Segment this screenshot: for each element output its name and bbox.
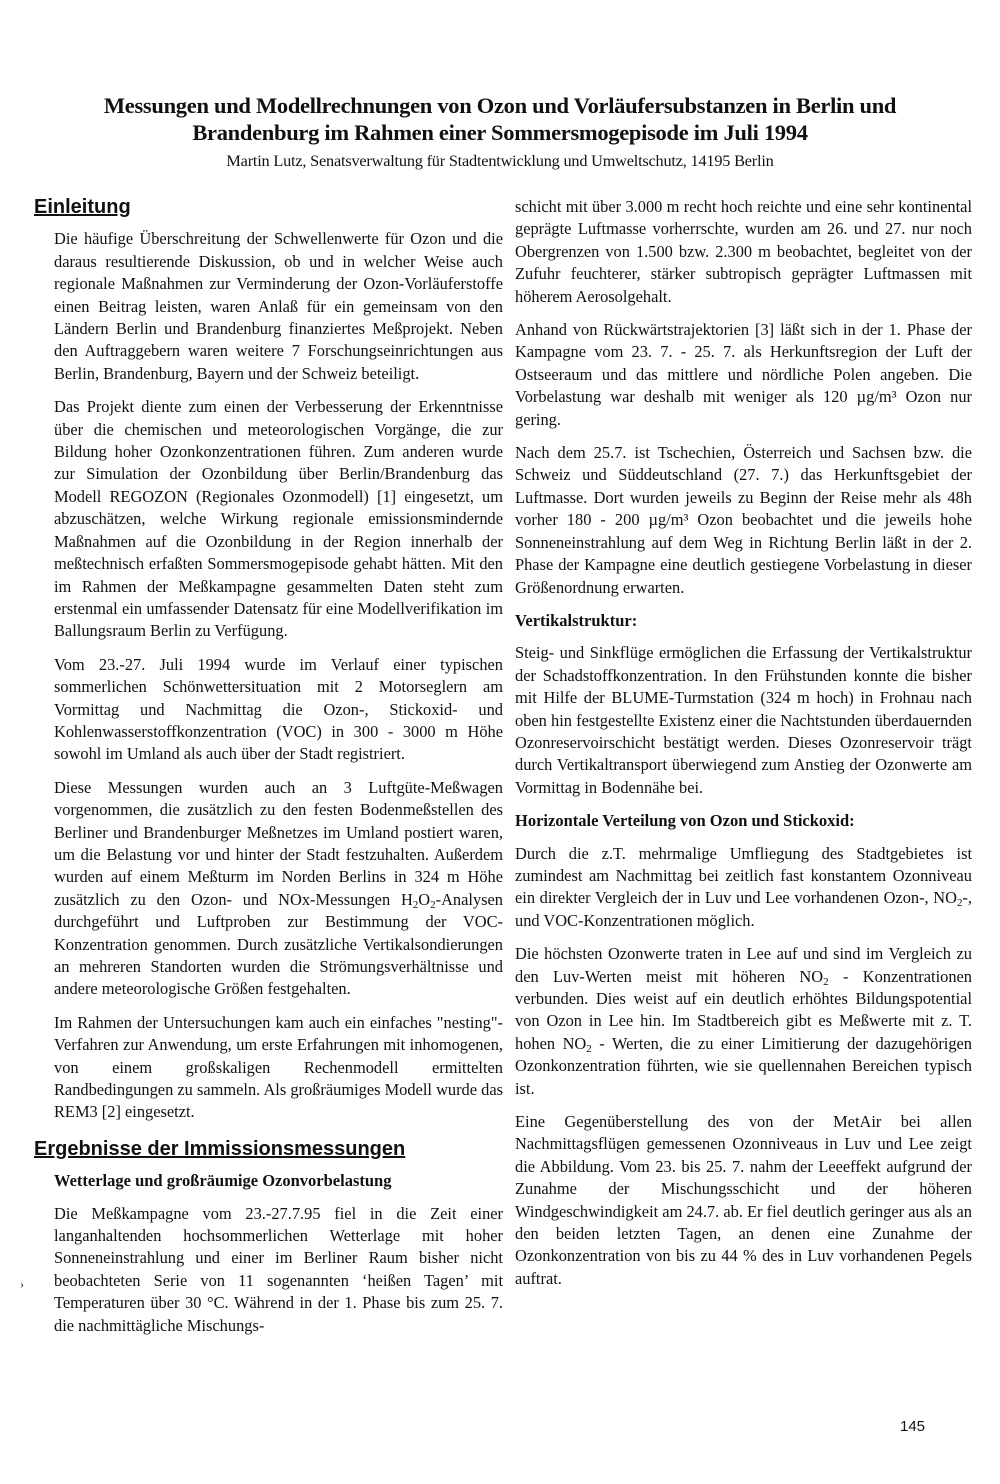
paragraph: Im Rahmen der Untersuchungen kam auch ein einfaches "nesting"-Verfahren zur Anwendung, um erste Erfahrungen mit inhomogenen, von einem großskaligen Rechenmodell ermittelten Randbedingungen zu sammeln. Als großräumiges Modell wurde das REM3 [2] eingesetzt.	[54, 1012, 503, 1122]
paragraph: Steig- und Sinkflüge ermöglichen die Erfassung der Vertikalstruktur der Schadstoffkonzentration. In den Frühstunden konnte die bisher mit Hilfe der BLUME-Turmstation (324 m hoch) in Frohnau nach oben hin festgestellte Existenz einer die Nachtstunden überdauernden Ozonreservoirschicht bestätigt werden. Dieses Ozonreservoir trägt durch Vertikaltransport überwiegend zum Anstieg der Ozonwerte am Vormittag in Bodennähe bei.	[515, 643, 972, 797]
section-heading-ergebnisse: Ergebnisse der Immissionsmessungen	[34, 1137, 406, 1160]
subsection-heading-vertikalstruktur: Vertikalstruktur:	[515, 610, 638, 630]
paragraph: Durch die z.T. mehrmalige Umfliegung des Stadtgebietes ist zumindest am Nachmittag bei zeitlich fast konstantem Ozonniveau ein direkter Vergleich der in Luv und Lee vorhandenen Ozon-, $NO_2-$, und VOC-Konzentrationen möglich.	[515, 843, 972, 930]
paragraph: Eine Gegenüberstellung des von der MetAir bei allen Nachmittagsflügen gemessenen Ozonniveaus in Luv und Lee zeigt die Abbildung. Vom 23. bis 25. 7. nahm der Leeeffekt aufgrund der Zunahme der Mischungsschicht und der höheren Windgeschwindigkeit am 24.7. ab. Er fiel deutlich geringer aus als an den beiden letzten Tagen, an denen eine Zunahme der Ozonkonzentration von bis zu 44 % des in Luv vorhandenen Pegels auftrat.	[515, 1112, 972, 1288]
paragraph: Vom 23.-27. Juli 1994 wurde im Verlauf einer typischen sommerlichen Schönwettersituation mit 2 Motorseglern am Vormittag und Nachmittag die Ozon-, Stickoxid- und Kohlenwasserstoffkonzentration (VOC) in 300 - 3000 m Höhe sowohl im Umland als auch über der Stadt registriert.	[54, 654, 503, 764]
scan-speck: ›	[20, 1277, 24, 1291]
paragraph: Die Meßkampagne vom 23.-27.7.95 fiel in die Zeit einer langanhaltenden hochsommerlichen Wetterlage mit hoher Sonneneinstrahlung und einer im Berliner Raum bisher nicht beobachteten Serie von 11 sogenannten ‘heißen Tagen’ mit Temperaturen über 30 °C. Während in der 1. Phase bis zum 25. 7. die nachmittägliche Mischungs-	[54, 1203, 503, 1335]
paper-title	[60, 92, 940, 146]
title-line-1: Messungen und Modellrechnungen von Ozon und Vorläufersubstanzen in Berlin und	[103, 93, 897, 118]
paragraph: Die höchsten Ozonwerte traten in Lee auf und sind im Vergleich zu den Luv-Werten meist mit höheren $NO_2$ - Konzentrationen verbunden. Dies weist auf ein deutlich erhöhtes Bildungspotential von Ozon in Lee hin. Im Stadtbereich gibt es Meßwerte mit z. T. hohen $NO_2$ - Werten, die zu einer Limitierung der dazugehörigen Ozonkonzentration führten, wie sie quellennahen Bereichen typisch ist.	[515, 944, 972, 1098]
paragraph: Die häufige Überschreitung der Schwellenwerte für Ozon und die daraus resultierende Diskussion, ob und in welcher Weise auch regionale Maßnahmen zur Verminderung der Ozon-Vorläuferstoffe einen Beitrag leisten, waren Anlaß für ein gemeinsam von den Ländern Berlin und Brandenburg finanziertes Meßprojekt. Neben den Auftraggebern waren weitere 7 Forschungseinrichtungen aus Berlin, Brandenburg, Bayern und der Schweiz beteiligt.	[54, 229, 503, 383]
section-heading-einleitung: Einleitung	[34, 196, 131, 218]
paragraph: Diese Messungen wurden auch an 3 Luftgüte-Meßwagen vorgenommen, die zusätzlich zu den festen Bodenmeßstellen des Berliner und Brandenburger Meßnetzes im Umland postiert waren, um die Belastung vor und hinter der Stadt festzuhalten. Außerdem wurden auf einem Meßturm im Norden Berlins in 324 m Höhe zusätzlich zu den Ozon- und NOx-Messungen $H_2O_2$-Analysen durchgeführt und Luftproben zur Bestimmung der VOC-Konzentration genommen. Durch zusätzliche Vertikalsondierungen an mehreren Standorten wurden die Strömungsverhältnisse und andere meteorologische Größen festgehalten.	[54, 777, 503, 999]
subsection-heading-horizontale-verteilung: Horizontale Verteilung von Ozon und Stickoxid:	[515, 811, 855, 831]
left-column	[34, 196, 503, 1348]
author-affiliation: Martin Lutz, Senatsverwaltung für Stadtentwicklung und Umweltschutz, 14195 Berlin	[226, 151, 774, 170]
paragraph: Nach dem 25.7. ist Tschechien, Österreich und Sachsen bzw. die Schweiz und Süddeutschland (27. 7.) das Herkunftsgebiet der Luftmasse. Dort wurden jeweils zu Beginn der Reise mehr als 48h vorher 180 - 200 µg/m³ Ozon beobachtet und die jeweils hohe Sonneneinstrahlung auf dem Weg in Richtung Berlin läßt in der 2. Phase der Kampagne eine deutlich gestiegene Vorbelastung in dieser Größenordnung erwarten.	[515, 443, 972, 597]
right-column	[515, 196, 972, 1301]
paragraph: Anhand von Rückwärtstrajektorien [3] läßt sich in der 1. Phase der Kampagne vom 23. 7. - 25. 7. als Herkunftsregion der Luft der Ostseeraum und das mittlere und nördliche Polen angeben. Die Vorbelastung war deshalb mit weniger als 120 µg/m³ Ozon nur gering.	[515, 320, 972, 429]
subsection-heading-wetterlage: Wetterlage und großräumige Ozonvorbelastung	[54, 1171, 392, 1191]
title-line-2: Brandenburg im Rahmen einer Sommersmogepisode im Juli 1994	[192, 120, 808, 145]
paragraph: Das Projekt diente zum einen der Verbesserung der Erkenntnisse über die chemischen und meteorologischen Vorgänge, die zur Bildung hoher Ozonkonzentrationen führen. Zum anderen wurde zur Simulation der Ozonbildung über Berlin/Brandenburg das Modell REGOZON (Regionales Ozonmodell) [1] eingesetzt, um abzuschätzen, welche Wirkung regionale emissionsmindernde Maßnahmen auf die Ozonbildung in der Region innerhalb der meßtechnisch erfaßten Sommersmogepisode gehabt hätten. Mit den im Rahmen der Meßkampagne gesammelten Daten steht zum erstenmal ein umfassender Datensatz für eine Modellverifikation im Ballungsraum Berlin zu Verfügung.	[54, 397, 503, 641]
page-number: 145	[900, 1418, 926, 1435]
paragraph: schicht mit über 3.000 m recht hoch reichte und eine sehr kontinental geprägte Luftmasse vorherrschte, wurden am 26. und 27. nur noch Obergrenzen von 1.500 bzw. 2.300 m beobachtet, begleitet von der Zufuhr feuchterer, stärker subtropisch geprägter Luftmassen mit höherem Aerosolgehalt.	[515, 197, 972, 306]
